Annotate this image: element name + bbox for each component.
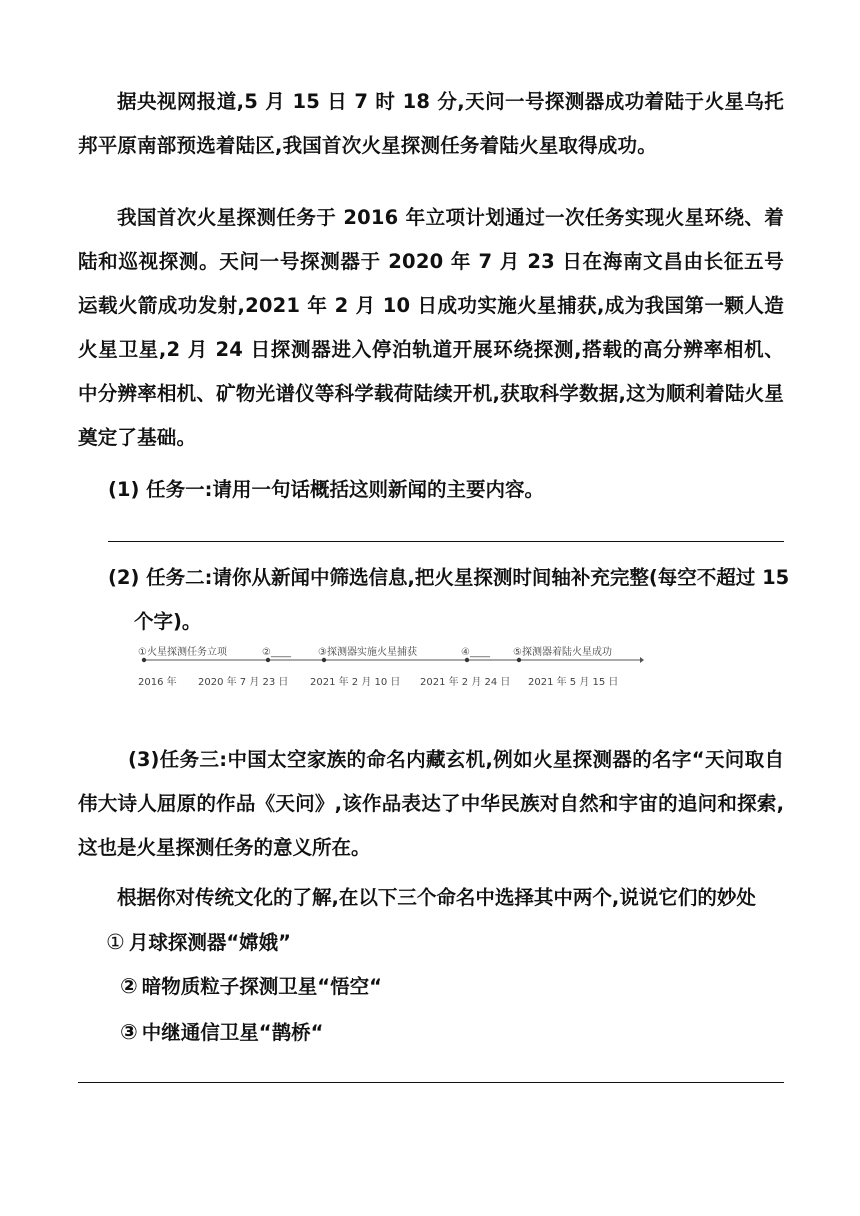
task-one-prompt: (1) 任务一:请用一句话概括这则新闻的主要内容。 [108,478,544,501]
timeline-date-label: 2021 年 5 月 15 日 [528,677,619,688]
timeline-date-label: 2020 年 7 月 23 日 [198,677,289,688]
timeline-date-label: 2016 年 [138,677,177,688]
paragraph-news-intro: 据央视网报道,5 月 15 日 7 时 18 分,天问一号探测器成功着陆于火星乌托邦平原南部预选着陆区,我国首次火星探测任务着陆火星取得成功。 [78,90,784,157]
timeline-event-label: ③探测器实施火星捕获 [318,647,417,658]
answer-line-task-one [108,541,784,542]
option-text: 中继通信卫星“鹊桥“ [141,1021,324,1044]
timeline-dot [142,658,146,662]
timeline-dot [465,658,469,662]
timeline-dot [517,658,521,662]
timeline-dot [266,658,270,662]
option-number: ② [120,974,138,998]
timeline-date-label: 2021 年 2 月 10 日 [310,677,401,688]
timeline-event-label: ①火星探测任务立项 [138,647,227,658]
paragraph-news-detail: 我国首次火星探测任务于 2016 年立项计划通过一次任务实现火星环绕、着陆和巡视探测。天问一号探测器于 2020 年 7 月 23 日在海南文昌由长征五号运载火箭成功发射,2021 年 2 月 10 日成功实施火星捕获,成为我国第一颗人造火星卫星,2 月 24 日探测器进入停泊轨道开展环绕探测,搭载的高分辨率相机、中分辨率相机、矿物光谱仪等科学载荷陆续开机,获取科学数据,这为顺利着陆火星奠定了基础。 [78,206,784,449]
option-number: ③ [120,1020,138,1044]
timeline-event-label: ②____ [262,647,291,658]
timeline-arrow-icon [640,657,644,663]
answer-line-task-three [78,1082,784,1083]
option-text: 月球探测器“嫦娥” [128,931,291,954]
option-wukong [120,964,382,1009]
option-text: 暗物质粒子探测卫星“悟空“ [141,975,382,998]
timeline-event-label: ④____ [461,647,490,658]
naming-question: 根据你对传统文化的了解,在以下三个命名中选择其中两个,说说它们的妙处 [117,886,756,909]
timeline-dot [322,658,326,662]
mars-timeline [134,643,644,693]
option-change [106,920,291,965]
option-queqiao [120,1010,323,1055]
option-number: ① [106,930,125,954]
task-three-prompt: (3)任务三:中国太空家族的命名内藏玄机,例如火星探测器的名字“天问取自伟大诗人屈原的作品《天问》,该作品表达了中华民族对自然和宇宙的追问和探索,这也是火星探测任务的意义所在。 [78,748,784,859]
task-two-prompt: (2) 任务二:请你从新闻中筛选信息,把火星探测时间轴补充完整(每空不超过 15 个字)。 [108,566,790,633]
timeline-event-label: ⑤探测器着陆火星成功 [513,647,612,658]
timeline-date-label: 2021 年 2 月 24 日 [420,677,511,688]
